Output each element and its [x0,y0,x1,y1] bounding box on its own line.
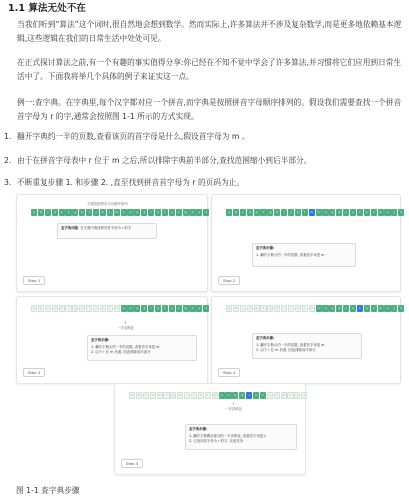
letter-cell: a [31,305,37,312]
letter-cell: t [162,305,168,312]
letter-cell: h [274,305,280,312]
step-badge: Step 2 [218,276,240,285]
letter-strip [31,209,210,216]
letter-cell: h [177,392,183,399]
letter-cell: v [274,392,280,399]
letter-cell: n [121,305,127,312]
letter-cell: g [170,392,176,399]
letter-cell: m [115,306,119,311]
letter-cell: p [329,209,335,216]
step-box [87,335,197,361]
letter-cell: b [38,305,44,312]
letter-cell: x [189,305,195,312]
letter-cell: l [302,305,308,312]
letter-cell: m [310,210,314,215]
letter-cell: o [322,209,328,216]
letter-cell: x [384,209,390,216]
pointer-label: 一半页码处 [117,326,134,330]
letter-cell: r [148,209,154,216]
letter-cell: n [316,209,322,216]
letter-cell: l [205,392,211,399]
letter-cell: w [184,306,187,311]
step-box [252,243,356,267]
letter-strip [129,392,308,399]
letter-cell: p [232,392,238,399]
letter-cell: g [72,209,78,216]
letter-cell: a [31,209,37,216]
letter-cell: m [310,306,314,311]
step-box-line: 2. 由于 r 在 m 后面, 因此排除前半部分 [256,348,316,353]
letter-cell: h [274,209,280,216]
step-box-line: 2. 由于 r 在 m 后面, 因此排除前半部分 [91,350,151,355]
list-item [4,131,404,143]
letter-cell: y [294,392,300,399]
list-item [4,177,404,189]
letter-cell: a [226,209,232,216]
letter-cell: l [107,305,113,312]
letter-cell: z [398,209,404,216]
letter-cell: d [52,305,58,312]
step-box-line: 1. 翻开字典大约一半的页数, 查看首字母是 m [256,252,325,257]
step-box-title: 查字典步骤: [91,338,110,342]
letter-cell: u [364,209,370,216]
step-box-title: 查字典问题 [61,226,78,230]
letter-cell: w [184,210,187,215]
letter-cell: f [163,392,169,399]
letter-cell: h [79,209,85,216]
letter-cell: o [322,305,328,312]
letter-cell: o [127,209,133,216]
letter-cell: d [52,209,58,216]
letter-cell: k [295,209,301,216]
letter-cell: q [141,305,147,312]
letter-cell: m [115,210,119,215]
letter-cell: i [86,305,92,312]
letter-cell: s [155,305,161,312]
letter-strip [31,305,210,312]
letter-cell: q [336,209,342,216]
letter-cell: w [282,393,285,398]
step-box-line: 1. 翻开字典剩余部分的一半页码处, 查看首字母是 t [189,433,266,438]
letter-cell: p [134,305,140,312]
letter-cell: k [295,305,301,312]
letter-cell: j [93,209,99,216]
letter-cell: v [176,305,182,312]
letter-cell: c [143,392,149,399]
letter-cell: q [141,209,147,216]
letter-cell: f [260,305,266,312]
step-badge: Step 1 [23,276,45,285]
figure-panel-step-5 [114,383,306,475]
letter-cell: p [134,209,140,216]
step-badge: Step 3 [23,368,45,377]
list-number: 2. [4,156,12,165]
figure-panel-step-4 [211,296,401,384]
letter-cell: s [350,209,356,216]
letter-cell: t [357,305,363,312]
letter-cell: j [93,305,99,312]
letter-cell: n [219,392,225,399]
letter-cell: s [253,392,259,399]
letter-cell: w [379,306,382,311]
letter-cell: m [213,393,217,398]
letter-cell: e [59,209,65,216]
letter-cell: f [65,209,71,216]
step-box [185,424,297,450]
figure-caption: 图 1-1 查字典步骤 [16,486,80,495]
paragraph-example: 例一:查字典。在字典里,每个汉字都对应一个拼音,而字典是按照拼音字母顺序排列的。假设我们需要查找一个拼音首字母为 r 的字,通常会按照图 1-1 所示的方式实现。 [17,98,402,121]
letter-cell: g [267,209,273,216]
letter-cell: b [136,392,142,399]
step-box-title: 查字典步骤: [189,427,208,431]
step-box-line: 1. 翻开字典大约一半的页数, 查看首字母是 m [256,342,325,347]
letter-cell: y [391,209,397,216]
letter-cell: d [247,305,253,312]
letter-cell: k [100,209,106,216]
letter-cell: z [301,392,307,399]
letter-cell: k [198,392,204,399]
letter-cell: e [254,305,260,312]
letter-cell: n [316,305,322,312]
letter-cell: f [65,305,71,312]
letter-cell: x [287,392,293,399]
letter-cell: e [59,305,65,312]
letter-cell: y [196,305,202,312]
letter-cell: k [100,305,106,312]
list-text: 由于在拼音字母表中 r 位于 m 之后,所以排除字典前半部分,查找范围缩小到后半部分。 [17,156,312,165]
paragraph-fact: 在正式探讨算法之前,有一个有趣的事实值得分享:你已经在不知不觉中学会了许多算法,并习惯将它们应用到日常生活中了。下面我将举几个具体的例子来证实这一点。 [17,58,402,81]
letter-cell: b [233,305,239,312]
letter-cell: r [148,305,154,312]
letter-cell: v [371,209,377,216]
letter-cell: e [254,209,260,216]
step-box-line: 1. 翻开字典大约一半的页数, 查看首字母是 m [91,344,160,349]
letter-cell: s [155,209,161,216]
letter-cell: r [246,392,252,399]
letter-cell: c [240,209,246,216]
section-title: 1.1 算法无处不在 [8,3,86,14]
letter-cell: s [350,305,356,312]
letter-cell: a [129,392,135,399]
step-box-line: 在字典中查找拼音首字母为 r 的字 [80,226,132,230]
list-text: 翻开字典约一半的页数,查看该页的首字母是什么,假设首字母为 m 。 [17,132,250,141]
letter-cell: n [121,209,127,216]
letter-cell: f [260,209,266,216]
letter-cell: o [127,305,133,312]
letter-cell: v [176,209,182,216]
letter-cell: b [233,209,239,216]
letter-cell: b [38,209,44,216]
letter-cell: q [239,392,245,399]
letter-cell: y [391,305,397,312]
letter-cell: i [86,209,92,216]
letter-cell: c [45,305,51,312]
letter-cell: w [379,210,382,215]
step-badge: Step 5 [121,459,143,468]
list-number: 3. [4,178,12,187]
list-number: 1. [4,132,12,141]
letter-cell: d [150,392,156,399]
half-page-pointer: ↑ 一半页码处 [117,321,134,330]
letter-cell: o [225,392,231,399]
letter-cell: c [45,209,51,216]
letter-cell: g [72,305,78,312]
half-page-pointer: ↑ 一半页码处 [225,402,242,411]
letter-cell: z [203,305,209,312]
letter-cell: u [169,305,175,312]
letter-cell: j [288,209,294,216]
letter-cell: c [240,305,246,312]
figure-panel-step-1 [16,194,208,292]
letter-cell: x [189,209,195,216]
step-box [252,333,362,359]
panel-caption: 字典按照拼音字母顺序排列 [87,202,128,206]
letter-cell: v [371,305,377,312]
letter-cell: r [343,305,349,312]
step-box-title: 查字典步骤: [256,246,275,250]
pointer-label: 一半页码处 [225,407,242,411]
letter-cell: p [329,305,335,312]
letter-cell: t [162,209,168,216]
step-box-line: 2. 已找到首字母为 r 的字, 完成任务 [189,439,244,444]
letter-cell: i [281,305,287,312]
paragraph-intro: 当我们听到“算法”这个词时,很自然地会想到数学。然而实际上,许多算法并不涉及复杂数学,而是更多地依赖基本逻辑,这些逻辑在我们的日常生活中处处可见。 [17,20,402,43]
letter-cell: u [267,392,273,399]
letter-cell: g [267,305,273,312]
letter-cell: i [184,392,190,399]
letter-cell: l [302,209,308,216]
figure-panel-step-3 [16,296,208,384]
letter-cell: z [398,305,404,312]
letter-cell: u [169,209,175,216]
list-item [4,155,404,167]
letter-cell: a [226,305,232,312]
letter-cell: d [247,209,253,216]
letter-cell: t [357,209,363,216]
letter-cell: e [157,392,163,399]
letter-cell: j [191,392,197,399]
step-box-title: 查字典步骤: [256,336,275,340]
letter-cell: h [79,305,85,312]
letter-cell: q [336,305,342,312]
letter-cell: l [107,209,113,216]
letter-cell: z [203,209,209,216]
letter-cell: x [384,305,390,312]
figure-panel-step-2 [211,194,401,292]
letter-cell: j [288,305,294,312]
letter-cell: r [343,209,349,216]
list-text: 不断重复步骤 1. 和步骤 2. ,直至找到拼音首字母为 r 的页码为止。 [17,178,245,187]
step-box: 查字典问题: 在字典中查找拼音首字母为 r 的字 [57,223,157,239]
letter-strip [226,209,405,216]
letter-strip [226,305,405,312]
step-badge: Step 4 [218,368,240,377]
letter-cell: y [196,209,202,216]
letter-cell: t [260,392,266,399]
letter-cell: u [364,305,370,312]
letter-cell: i [281,209,287,216]
